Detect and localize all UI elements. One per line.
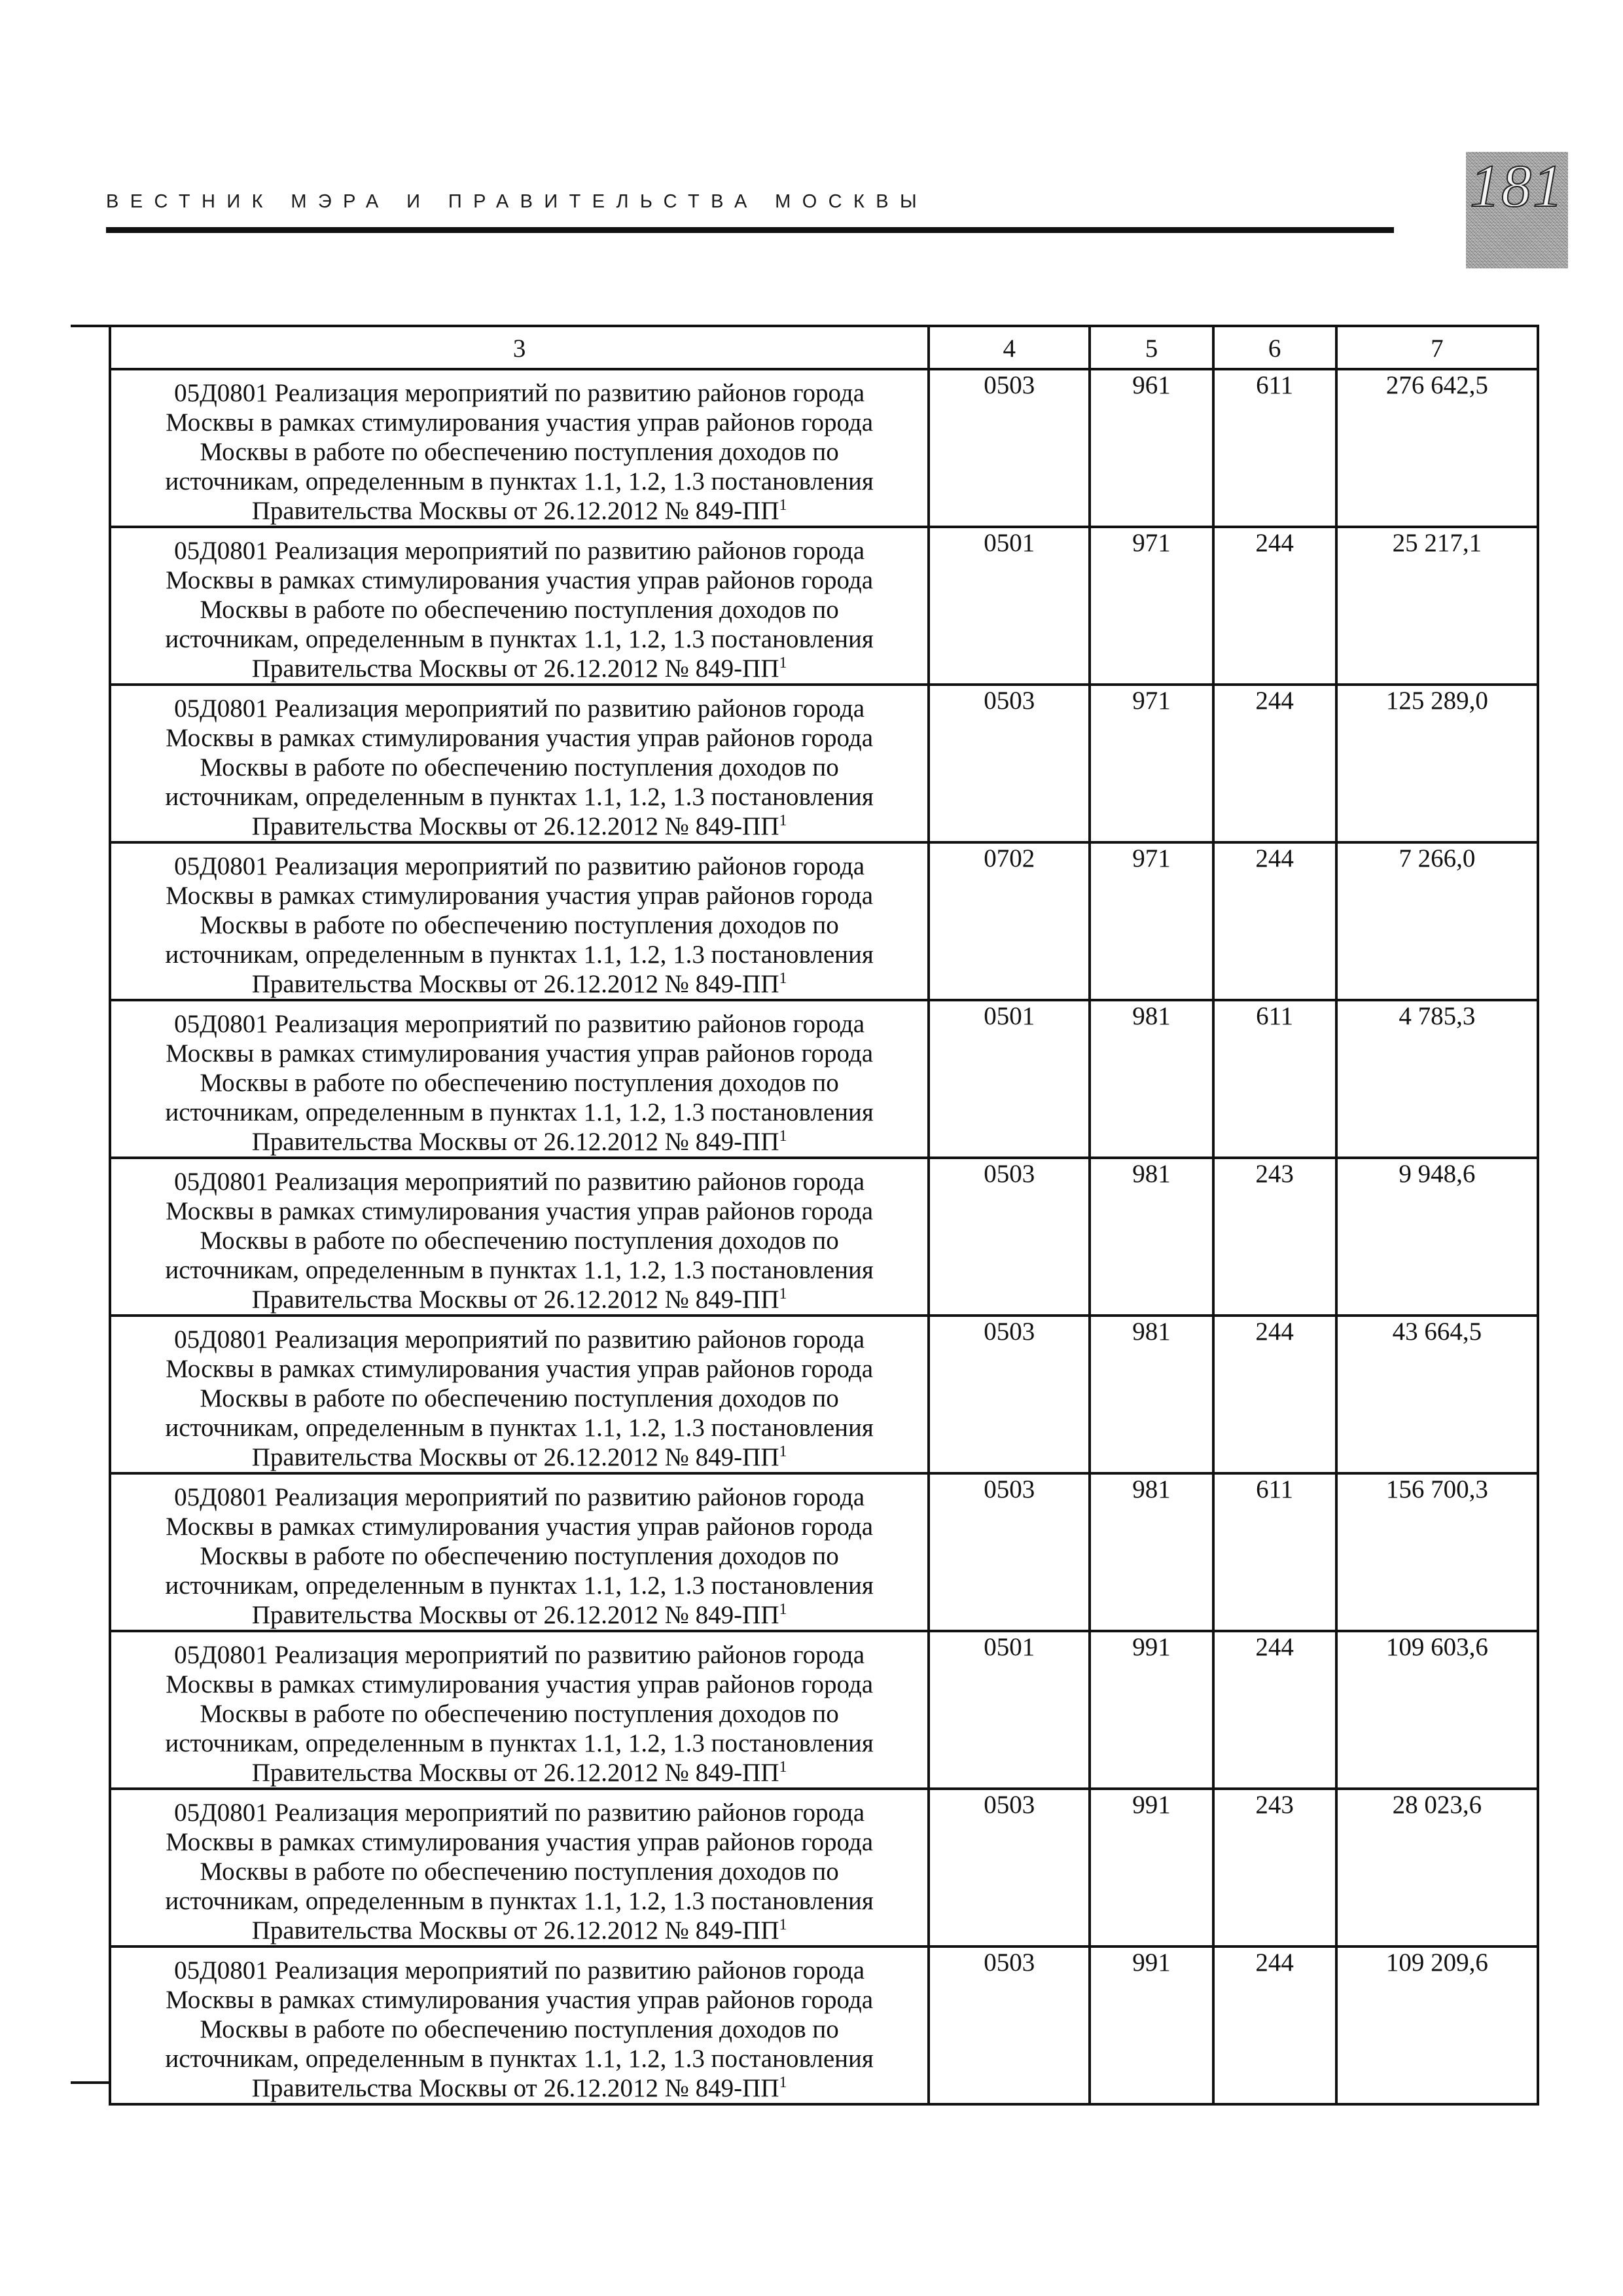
expense-type-cell: 244 bbox=[1213, 842, 1336, 1000]
section-code-cell: 0503 bbox=[929, 369, 1090, 527]
section-code-cell: 0503 bbox=[929, 1473, 1090, 1631]
section-code-cell: 0503 bbox=[929, 1946, 1090, 2104]
row-stub-cell bbox=[71, 842, 110, 1000]
expense-type-cell: 244 bbox=[1213, 1316, 1336, 1473]
budget-table-container bbox=[71, 325, 1539, 2102]
amount-cell: 276 642,5 bbox=[1336, 369, 1538, 527]
section-code-cell: 0503 bbox=[929, 1158, 1090, 1316]
table-row bbox=[71, 842, 1538, 1000]
description-text: 05Д0801 Реализация мероприятий по развитию районов города Москвы в рамках стимулирования участия управ районов города Москвы в работе по обеспечению поступления доходов по источникам, определенным в пунктах 1.1, 1.2, 1.3 постановления Правительства Москвы от 26.12.2012 № 849-ПП bbox=[165, 379, 874, 525]
department-code-cell: 971 bbox=[1090, 527, 1213, 685]
description-text-block bbox=[111, 1632, 927, 1787]
table-row bbox=[71, 1631, 1538, 1789]
table-body bbox=[71, 369, 1538, 2104]
description-cell bbox=[110, 527, 929, 685]
description-cell bbox=[110, 1473, 929, 1631]
table-bottom-rule bbox=[71, 2081, 111, 2084]
footnote-marker: 1 bbox=[779, 1759, 787, 1776]
description-cell bbox=[110, 1631, 929, 1789]
description-text: 05Д0801 Реализация мероприятий по развитию районов города Москвы в рамках стимулирования участия управ районов города Москвы в работе по обеспечению поступления доходов по источникам, определенным в пунктах 1.1, 1.2, 1.3 постановления Правительства Москвы от 26.12.2012 № 849-ПП bbox=[165, 1168, 874, 1314]
column-header-4: 4 bbox=[929, 326, 1090, 369]
footnote-marker: 1 bbox=[779, 497, 787, 514]
expense-type-cell: 244 bbox=[1213, 685, 1336, 842]
column-header-5: 5 bbox=[1090, 326, 1213, 369]
expense-type-cell: 611 bbox=[1213, 369, 1336, 527]
column-header-6: 6 bbox=[1213, 326, 1336, 369]
description-text: 05Д0801 Реализация мероприятий по развитию районов города Москвы в рамках стимулирования участия управ районов города Москвы в работе по обеспечению поступления доходов по источникам, определенным в пунктах 1.1, 1.2, 1.3 постановления Правительства Москвы от 26.12.2012 № 849-ПП bbox=[165, 1010, 874, 1156]
table-row bbox=[71, 685, 1538, 842]
running-title: ВЕСТНИК МЭРА И ПРАВИТЕЛЬСТВА МОСКВЫ bbox=[106, 191, 929, 212]
row-stub-cell bbox=[71, 527, 110, 685]
amount-cell: 28 023,6 bbox=[1336, 1789, 1538, 1946]
footnote-marker: 1 bbox=[779, 812, 787, 829]
expense-type-cell: 244 bbox=[1213, 527, 1336, 685]
section-code-cell: 0501 bbox=[929, 1000, 1090, 1158]
description-cell bbox=[110, 1946, 929, 2104]
amount-cell: 43 664,5 bbox=[1336, 1316, 1538, 1473]
table-row bbox=[71, 527, 1538, 685]
amount-cell: 156 700,3 bbox=[1336, 1473, 1538, 1631]
section-code-cell: 0503 bbox=[929, 1316, 1090, 1473]
description-cell bbox=[110, 1316, 929, 1473]
amount-cell: 9 948,6 bbox=[1336, 1158, 1538, 1316]
department-code-cell: 981 bbox=[1090, 1158, 1213, 1316]
amount-cell: 109 209,6 bbox=[1336, 1946, 1538, 2104]
amount-cell: 25 217,1 bbox=[1336, 527, 1538, 685]
description-cell bbox=[110, 842, 929, 1000]
footnote-marker: 1 bbox=[779, 970, 787, 987]
department-code-cell: 981 bbox=[1090, 1316, 1213, 1473]
department-code-cell: 981 bbox=[1090, 1473, 1213, 1631]
description-text-block bbox=[111, 844, 927, 999]
table-row bbox=[71, 1473, 1538, 1631]
table-row bbox=[71, 1000, 1538, 1158]
description-text-block bbox=[111, 370, 927, 526]
row-stub-cell bbox=[71, 1316, 110, 1473]
department-code-cell: 981 bbox=[1090, 1000, 1213, 1158]
table-row bbox=[71, 1316, 1538, 1473]
description-text: 05Д0801 Реализация мероприятий по развитию районов города Москвы в рамках стимулирования участия управ районов города Москвы в работе по обеспечению поступления доходов по источникам, определенным в пунктах 1.1, 1.2, 1.3 постановления Правительства Москвы от 26.12.2012 № 849-ПП bbox=[165, 1799, 874, 1945]
table-row bbox=[71, 1158, 1538, 1316]
page-number-badge bbox=[1466, 152, 1568, 268]
description-text: 05Д0801 Реализация мероприятий по развитию районов города Москвы в рамках стимулирования участия управ районов города Москвы в работе по обеспечению поступления доходов по источникам, определенным в пунктах 1.1, 1.2, 1.3 постановления Правительства Москвы от 26.12.2012 № 849-ПП bbox=[165, 1956, 874, 2102]
table-row bbox=[71, 369, 1538, 527]
expense-type-cell: 243 bbox=[1213, 1158, 1336, 1316]
amount-cell: 109 603,6 bbox=[1336, 1631, 1538, 1789]
header-rule bbox=[106, 227, 1394, 233]
footnote-marker: 1 bbox=[779, 1601, 787, 1618]
row-stub-cell bbox=[71, 1631, 110, 1789]
description-text-block bbox=[111, 1317, 927, 1472]
description-text-block bbox=[111, 1790, 927, 1945]
row-stub-cell bbox=[71, 1000, 110, 1158]
description-text: 05Д0801 Реализация мероприятий по развитию районов города Москвы в рамках стимулирования участия управ районов города Москвы в работе по обеспечению поступления доходов по источникам, определенным в пунктах 1.1, 1.2, 1.3 постановления Правительства Москвы от 26.12.2012 № 849-ПП bbox=[165, 1325, 874, 1471]
amount-cell: 125 289,0 bbox=[1336, 685, 1538, 842]
department-code-cell: 991 bbox=[1090, 1946, 1213, 2104]
section-code-cell: 0501 bbox=[929, 527, 1090, 685]
footnote-marker: 1 bbox=[779, 1443, 787, 1460]
page-number: 181 bbox=[1470, 152, 1564, 219]
description-cell bbox=[110, 1789, 929, 1946]
row-stub-cell bbox=[71, 1473, 110, 1631]
row-stub-cell bbox=[71, 1158, 110, 1316]
footnote-marker: 1 bbox=[779, 2074, 787, 2091]
section-code-cell: 0503 bbox=[929, 685, 1090, 842]
description-text-block bbox=[111, 1001, 927, 1157]
description-text-block bbox=[111, 1159, 927, 1314]
amount-cell: 7 266,0 bbox=[1336, 842, 1538, 1000]
description-text: 05Д0801 Реализация мероприятий по развитию районов города Москвы в рамках стимулирования участия управ районов города Москвы в работе по обеспечению поступления доходов по источникам, определенным в пунктах 1.1, 1.2, 1.3 постановления Правительства Москвы от 26.12.2012 № 849-ПП bbox=[165, 537, 874, 683]
column-header-7: 7 bbox=[1336, 326, 1538, 369]
row-stub-cell bbox=[71, 1789, 110, 1946]
column-header-3: 3 bbox=[110, 326, 929, 369]
description-text: 05Д0801 Реализация мероприятий по развитию районов города Москвы в рамках стимулирования участия управ районов города Москвы в работе по обеспечению поступления доходов по источникам, определенным в пунктах 1.1, 1.2, 1.3 постановления Правительства Москвы от 26.12.2012 № 849-ПП bbox=[165, 1641, 874, 1787]
department-code-cell: 991 bbox=[1090, 1789, 1213, 1946]
description-cell bbox=[110, 369, 929, 527]
description-text-block bbox=[111, 528, 927, 683]
department-code-cell: 961 bbox=[1090, 369, 1213, 527]
description-text-block bbox=[111, 686, 927, 841]
description-text-block bbox=[111, 1948, 927, 2103]
expense-type-cell: 244 bbox=[1213, 1631, 1336, 1789]
department-code-cell: 971 bbox=[1090, 685, 1213, 842]
header-stub-cell bbox=[71, 326, 110, 369]
section-code-cell: 0503 bbox=[929, 1789, 1090, 1946]
table-row bbox=[71, 1946, 1538, 2104]
description-text: 05Д0801 Реализация мероприятий по развитию районов города Москвы в рамках стимулирования участия управ районов города Москвы в работе по обеспечению поступления доходов по источникам, определенным в пунктах 1.1, 1.2, 1.3 постановления Правительства Москвы от 26.12.2012 № 849-ПП bbox=[165, 1483, 874, 1629]
section-code-cell: 0702 bbox=[929, 842, 1090, 1000]
description-text-block bbox=[111, 1475, 927, 1630]
amount-cell: 4 785,3 bbox=[1336, 1000, 1538, 1158]
section-code-cell: 0501 bbox=[929, 1631, 1090, 1789]
expense-type-cell: 611 bbox=[1213, 1000, 1336, 1158]
row-stub-cell bbox=[71, 685, 110, 842]
budget-table bbox=[71, 325, 1539, 2106]
department-code-cell: 991 bbox=[1090, 1631, 1213, 1789]
expense-type-cell: 244 bbox=[1213, 1946, 1336, 2104]
description-cell bbox=[110, 685, 929, 842]
row-stub-cell bbox=[71, 1946, 110, 2104]
row-stub-cell bbox=[71, 369, 110, 527]
description-text: 05Д0801 Реализация мероприятий по развитию районов города Москвы в рамках стимулирования участия управ районов города Москвы в работе по обеспечению поступления доходов по источникам, определенным в пунктах 1.1, 1.2, 1.3 постановления Правительства Москвы от 26.12.2012 № 849-ПП bbox=[165, 694, 874, 840]
description-text: 05Д0801 Реализация мероприятий по развитию районов города Москвы в рамках стимулирования участия управ районов города Москвы в работе по обеспечению поступления доходов по источникам, определенным в пунктах 1.1, 1.2, 1.3 постановления Правительства Москвы от 26.12.2012 № 849-ПП bbox=[165, 852, 874, 998]
expense-type-cell: 243 bbox=[1213, 1789, 1336, 1946]
description-cell bbox=[110, 1158, 929, 1316]
footnote-marker: 1 bbox=[779, 1916, 787, 1933]
description-cell bbox=[110, 1000, 929, 1158]
footnote-marker: 1 bbox=[779, 1285, 787, 1302]
table-header-row bbox=[71, 326, 1538, 369]
department-code-cell: 971 bbox=[1090, 842, 1213, 1000]
table-row bbox=[71, 1789, 1538, 1946]
footnote-marker: 1 bbox=[779, 1128, 787, 1145]
footnote-marker: 1 bbox=[779, 655, 787, 672]
expense-type-cell: 611 bbox=[1213, 1473, 1336, 1631]
